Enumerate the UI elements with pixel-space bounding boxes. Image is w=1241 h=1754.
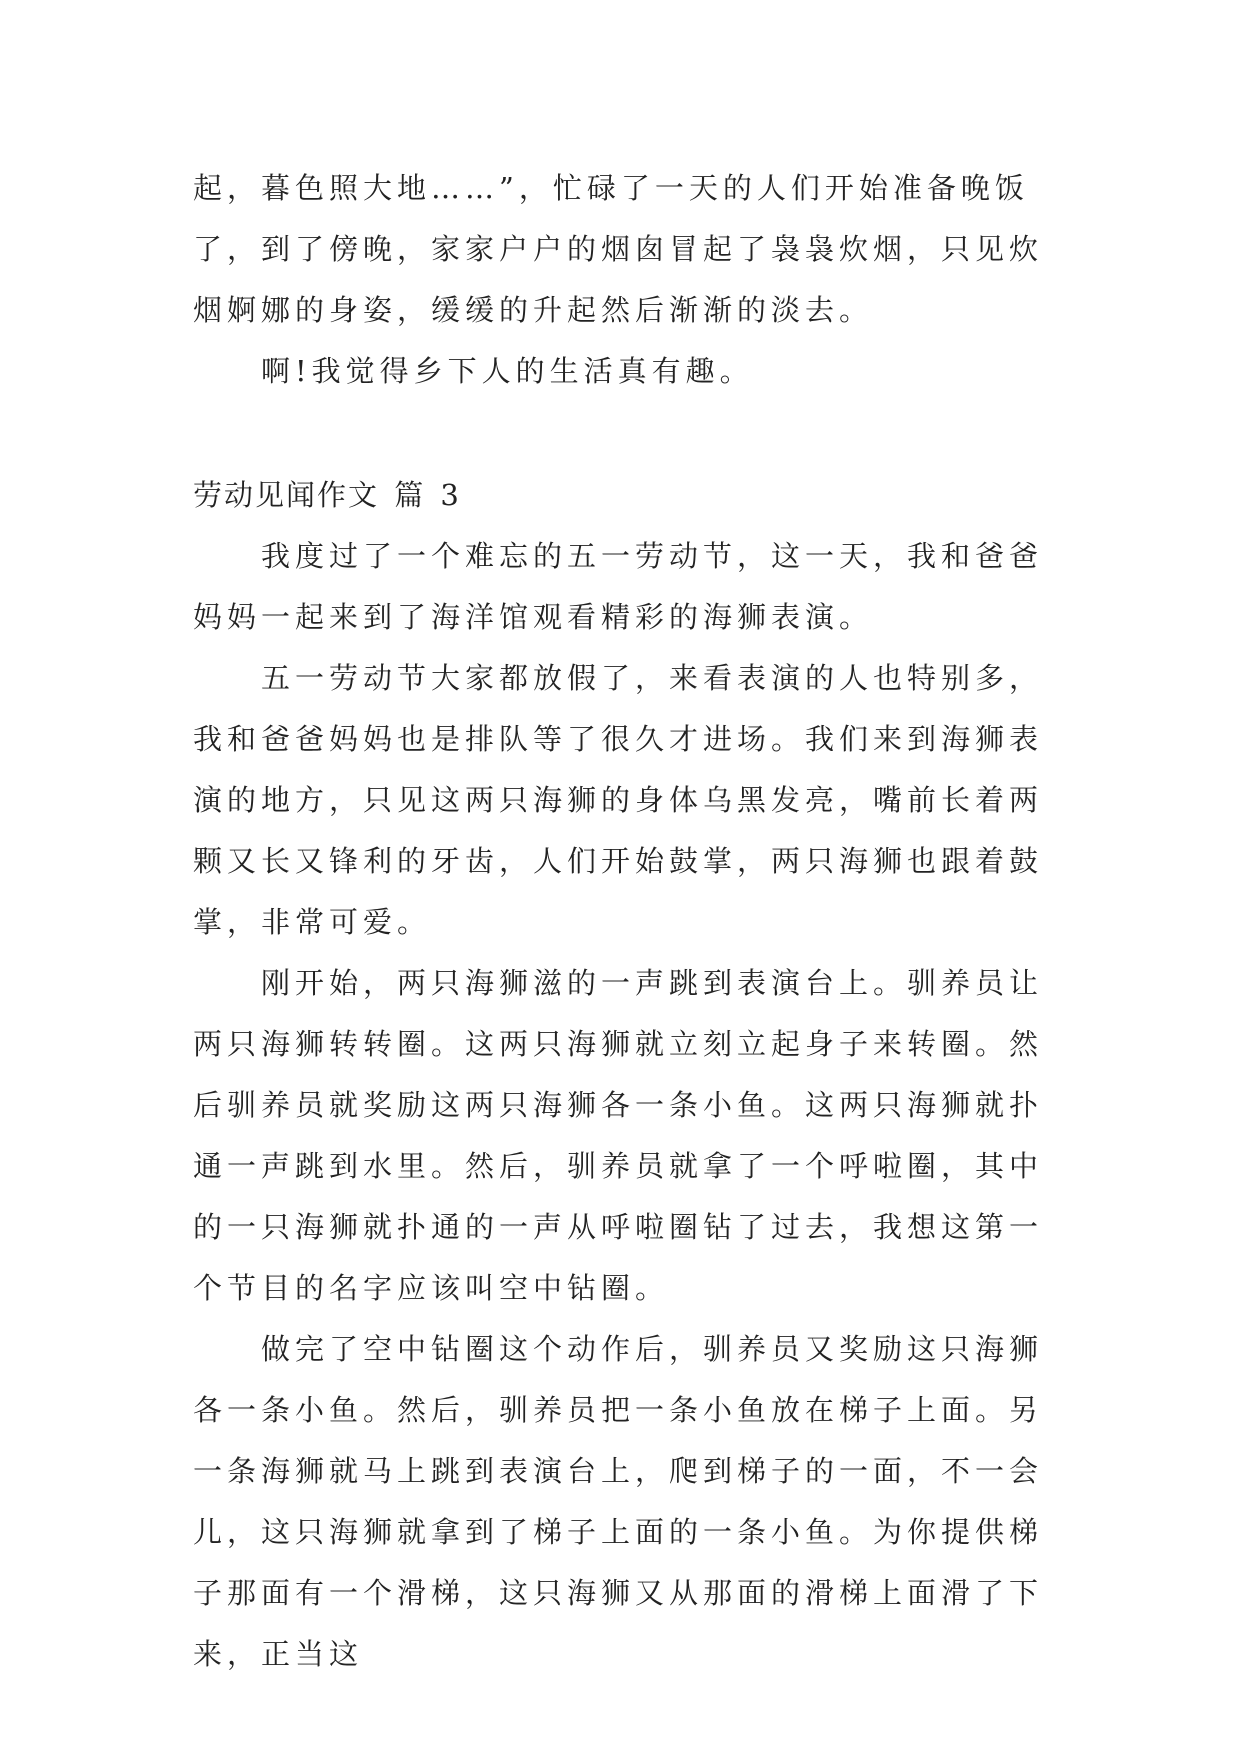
- paragraph-1: 我度过了一个难忘的五一劳动节，这一天，我和爸爸妈妈一起来到了海洋馆观看精彩的海狮表演。: [193, 539, 1044, 634]
- paragraph-3: 刚开始，两只海狮滋的一声跳到表演台上。驯养员让两只海狮转转圈。这两只海狮就立刻立起身子来转圈。然后驯养员就奖励这两只海狮各一条小鱼。这两只海狮就扑通一声跳到水里。然后，驯养员就拿了一个呼啦圈，其中的一只海狮就扑通的一声从呼啦圈钻了过去，我想这第一个节目的名字应该叫空中钻圈。: [193, 966, 1044, 1305]
- paragraph-2: 五一劳动节大家都放假了，来看表演的人也特别多，我和爸爸妈妈也是排队等了很久才进场。我们来到海狮表演的地方，只见这两只海狮的身体乌黑发亮，嘴前长着两颗又长又锋利的牙齿，人们开始鼓掌，两只海狮也跟着鼓掌，非常可爱。: [193, 661, 1044, 939]
- closing-paragraph: 啊!我觉得乡下人的生活真有趣。: [261, 354, 754, 388]
- paragraph-4: 做完了空中钻圈这个动作后，驯养员又奖励这只海狮各一条小鱼。然后，驯养员把一条小鱼放在梯子上面。另一条海狮就马上跳到表演台上，爬到梯子的一面，不一会儿，这只海狮就拿到了梯子上面的一条小鱼。为你提供梯子那面有一个滑梯，这只海狮又从那面的滑梯上面滑了下来，正当这: [193, 1332, 1044, 1671]
- continuation-paragraph: 起，暮色照大地……”，忙碌了一天的人们开始准备晚饭了，到了傍晚，家家户户的烟囱冒起了袅袅炊烟，只见炊烟婀娜的身姿，缓缓的升起然后渐渐的淡去。: [193, 171, 1044, 327]
- section-heading: 劳动见闻作文 篇 3: [193, 478, 461, 512]
- document-body: [193, 158, 1073, 1685]
